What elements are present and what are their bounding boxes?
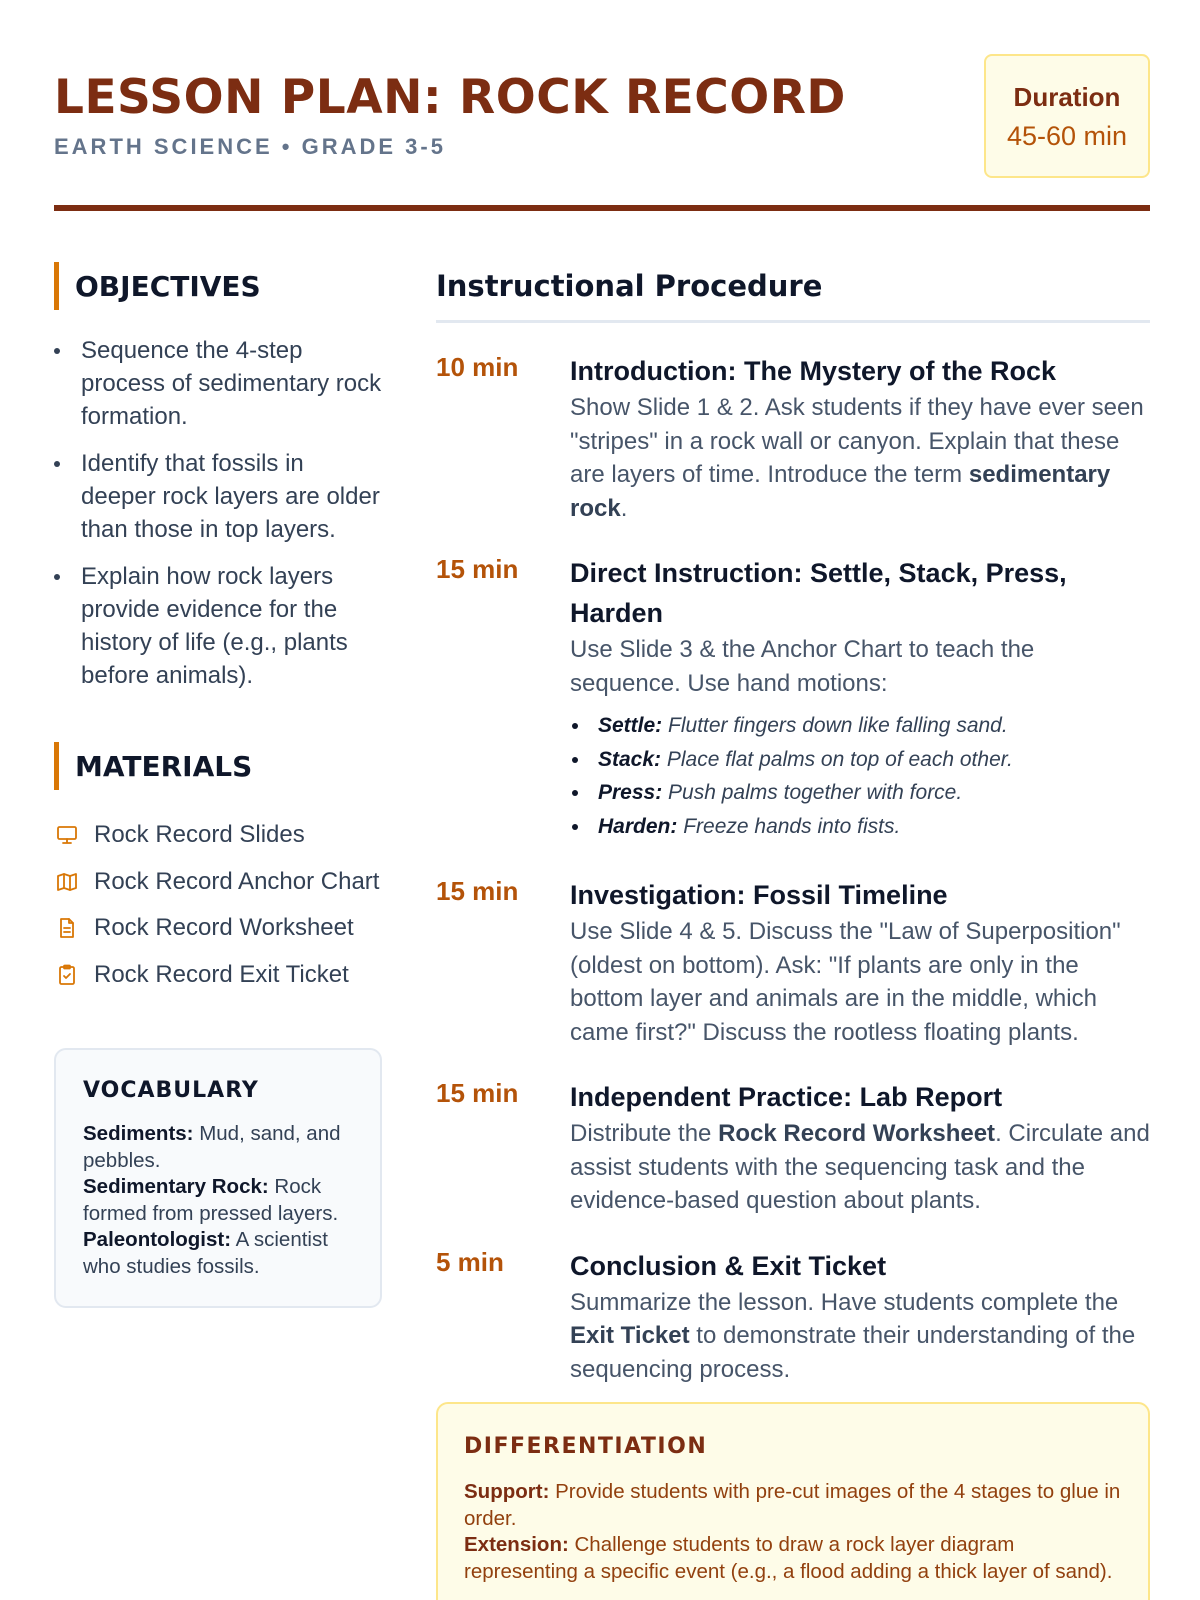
material-label: Rock Record Worksheet (94, 914, 354, 942)
objectives-list (54, 334, 384, 692)
step-title: Independent Practice: Lab Report (570, 1082, 1003, 1112)
vocab-definition: Mud, sand, and pebbles. (83, 1122, 341, 1172)
objective-item: Identify that fossils in deeper rock layers are older than those in top layers. (54, 447, 384, 546)
vocabulary-heading: VOCABULARY (83, 1078, 259, 1103)
objective-item: Sequence the 4-step process of sedimentary rock formation. (54, 334, 384, 433)
duration-label: Duration (1013, 82, 1121, 112)
differentiation-heading: DIFFERENTIATION (464, 1434, 708, 1459)
step-time: 5 min (436, 1246, 504, 1277)
differentiation-term: Support: (464, 1480, 550, 1503)
page-subtitle: EARTH SCIENCE • GRADE 3-5 (54, 134, 446, 159)
vocab-definition: A scientist who studies fossils. (83, 1228, 328, 1278)
hand-motion-item: Press: Push palms together with force. (570, 776, 1150, 810)
differentiation-box (436, 1402, 1150, 1600)
vocabulary-entry (83, 1174, 354, 1227)
material-item-worksheet[interactable] (54, 905, 384, 952)
materials-heading: MATERIALS (54, 742, 384, 790)
procedure-step-introduction (436, 351, 1150, 525)
material-label: Rock Record Exit Ticket (94, 960, 349, 988)
vocab-definition: Rock formed from pressed layers. (83, 1175, 339, 1225)
step-title: Conclusion & Exit Ticket (570, 1250, 887, 1281)
procedure-step-direct-instruction (436, 553, 1150, 847)
hand-motion-item: Harden: Freeze hands into fists. (570, 810, 1150, 844)
procedure-step-independent-practice (436, 1077, 1150, 1218)
step-title: Introduction: The Mystery of the Rock (570, 356, 1057, 386)
step-title: Direct Instruction: Settle, Stack, Press, Harden (570, 558, 1067, 628)
step-time: 15 min (436, 554, 519, 584)
hand-motion-item: Settle: Flutter fingers down like falling sand. (570, 709, 1150, 743)
presentation-icon (54, 822, 80, 848)
differentiation-entry: Extension: Challenge students to draw a rock layer diagram representing a specific event (e.g., a flood adding a thick layer of sand). (464, 1533, 1113, 1583)
right-column (436, 262, 1150, 1386)
hand-motions-list (570, 709, 1150, 843)
material-item-exit-ticket[interactable] (54, 952, 384, 999)
procedure-divider (436, 320, 1150, 323)
duration-badge (984, 54, 1150, 178)
vocab-term: Paleontologist: (83, 1228, 232, 1251)
vocab-term: Sediments: (83, 1122, 194, 1145)
duration-value: 45-60 min (1006, 121, 1128, 151)
step-time: 15 min (436, 876, 519, 906)
hand-motion-item: Stack: Place flat palms on top of each other. (570, 743, 1150, 777)
vocabulary-entry (83, 1227, 354, 1280)
step-text: Use Slide 4 & 5. Discuss the "Law of Superposition" (oldest on bottom). Ask: "If plants are only in the bottom layer and animals are in the middle, which came first?" Discuss the rootless floating plants. (570, 918, 1121, 1046)
procedure-heading: Instructional Procedure (436, 269, 823, 303)
step-time: 10 min (436, 352, 519, 382)
differentiation-term: Extension: (464, 1533, 569, 1556)
objective-item: Explain how rock layers provide evidence for the history of life (e.g., plants before animals). (54, 560, 384, 692)
left-column (54, 262, 384, 1308)
step-time: 15 min (436, 1078, 519, 1108)
step-title: Investigation: Fossil Timeline (570, 880, 948, 910)
differentiation-entry: Support: Provide students with pre-cut images of the 4 stages to glue in order. (464, 1480, 1121, 1530)
step-key-term: sedimentary rock (570, 461, 1111, 522)
map-icon (54, 869, 80, 895)
step-key-term: Rock Record Worksheet (718, 1120, 996, 1147)
step-key-term: Exit Ticket (570, 1322, 690, 1349)
material-label: Rock Record Slides (94, 821, 305, 849)
page-title: LESSON PLAN: ROCK RECORD (54, 70, 846, 125)
lesson-header (54, 54, 1150, 214)
material-item-slides[interactable] (54, 812, 384, 859)
vocabulary-box (54, 1048, 382, 1308)
clipboard-check-icon (54, 962, 80, 988)
material-item-anchor-chart[interactable] (54, 859, 384, 906)
materials-list (54, 812, 384, 998)
step-text: Summarize the lesson. Have students complete the Exit Ticket to demonstrate their understanding of the sequencing process. (570, 1288, 1136, 1383)
document-icon (54, 915, 80, 941)
procedure-step-conclusion (436, 1246, 1150, 1387)
step-text: Use Slide 3 & the Anchor Chart to teach the sequence. Use hand motions: (570, 636, 1035, 697)
vocabulary-entry (83, 1121, 354, 1174)
step-text: Distribute the Rock Record Worksheet. Circulate and assist students with the sequencing task and the evidence-based question about plants. (570, 1120, 1150, 1214)
procedure-step-investigation (436, 875, 1150, 1049)
vocab-term: Sedimentary Rock: (83, 1175, 269, 1198)
step-text: Show Slide 1 & 2. Ask students if they have ever seen "stripes" in a rock wall or canyon. Explain that these are layers of time. Introduce the term sedimentary rock. (570, 394, 1144, 522)
material-label: Rock Record Anchor Chart (94, 867, 380, 895)
objectives-heading: OBJECTIVES (54, 262, 384, 310)
header-divider (54, 205, 1150, 211)
